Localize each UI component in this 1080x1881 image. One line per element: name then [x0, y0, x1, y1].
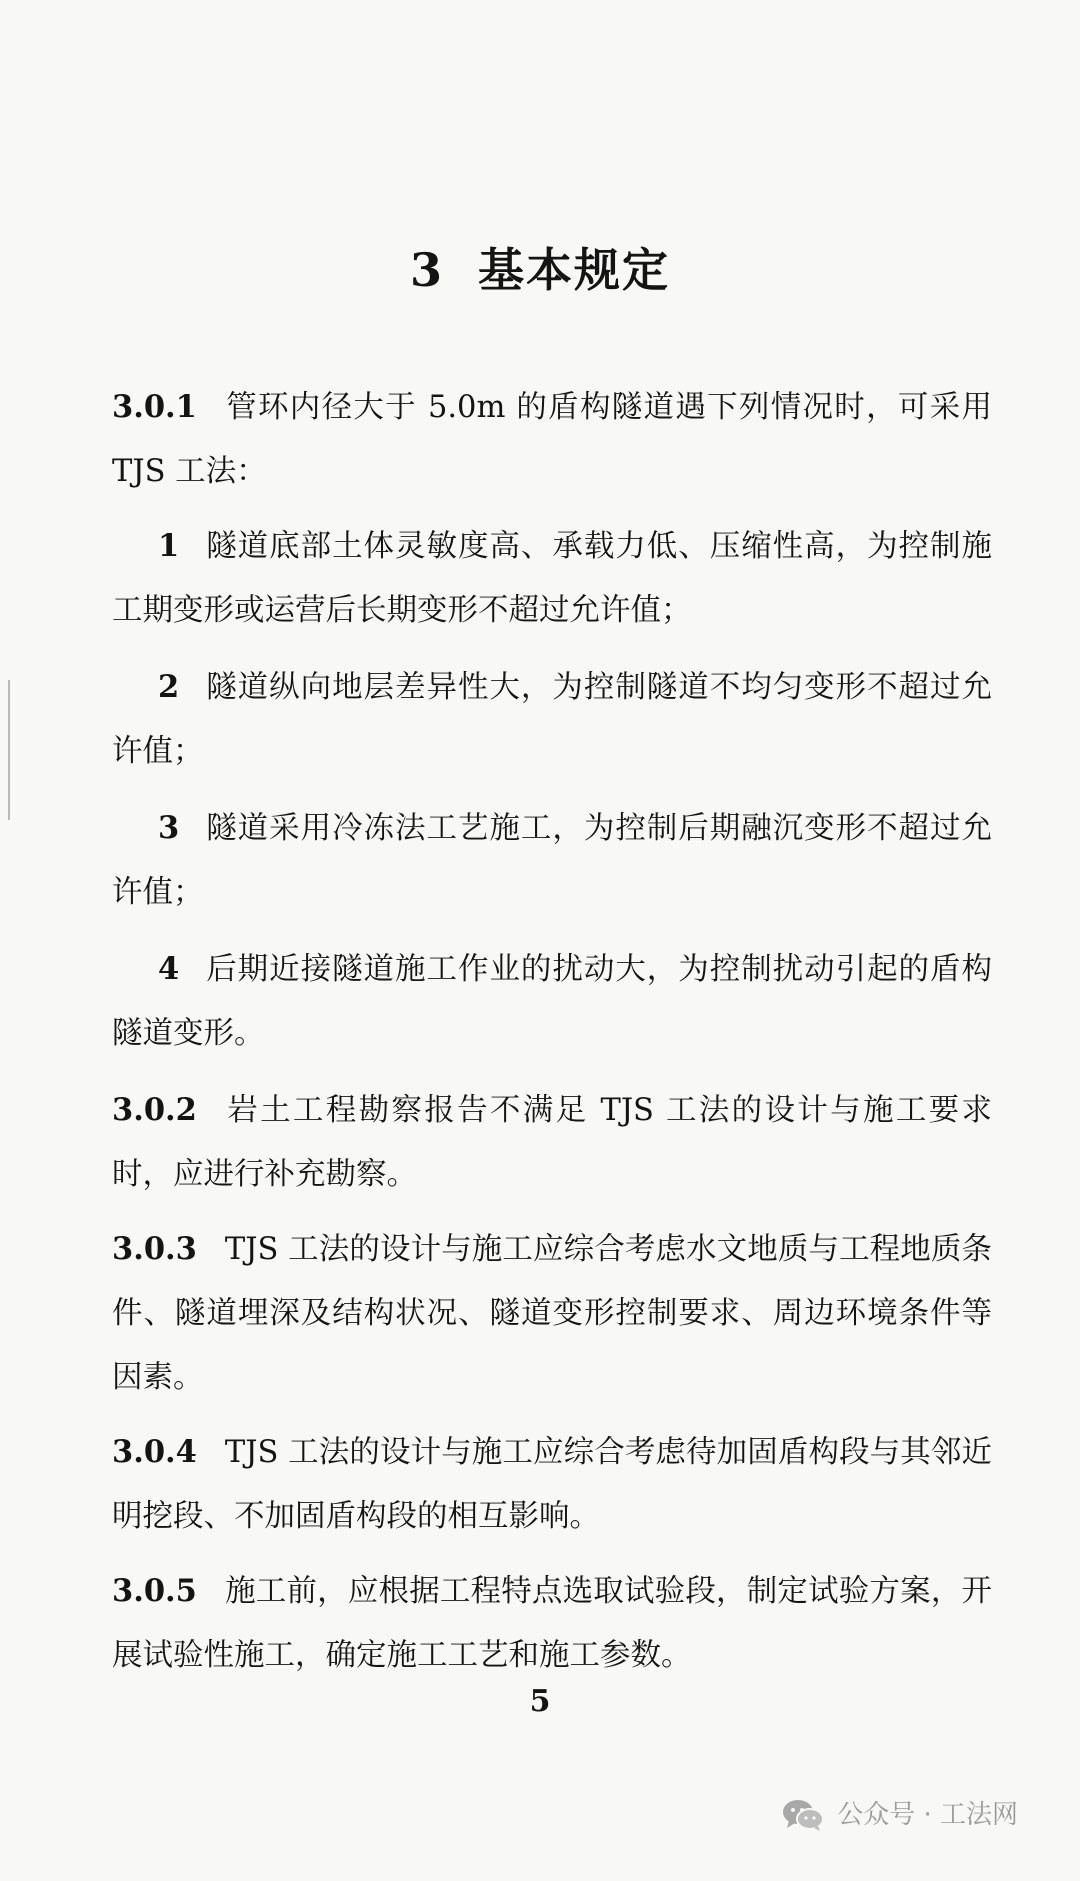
clause-3-0-2 [112, 1078, 992, 1207]
chapter-number: 3 [409, 243, 444, 297]
chapter-title [0, 240, 1080, 300]
clause-text: 岩土工程勘察报告不满足 TJS 工法的设计与施工要求时，应进行补充勘察。 [112, 1093, 992, 1192]
item-text: 隧道采用冷冻法工艺施工，为控制后期融沉变形不超过允许值； [112, 811, 992, 910]
clause-3-0-1-item-3 [112, 796, 992, 925]
clause-text: 施工前，应根据工程特点选取试验段，制定试验方案，开展试验性施工，确定施工工艺和施工参数。 [112, 1574, 992, 1673]
item-number: 4 [158, 951, 180, 987]
clause-3-0-1-item-1 [112, 514, 992, 643]
clause-number: 3.0.3 [112, 1231, 197, 1267]
clause-3-0-1 [112, 375, 992, 504]
watermark [781, 1795, 1018, 1835]
clause-number: 3.0.2 [112, 1092, 197, 1128]
clause-3-0-1-item-2 [112, 655, 992, 784]
item-text: 隧道纵向地层差异性大，为控制隧道不均匀变形不超过允许值； [112, 670, 992, 769]
wechat-icon [781, 1798, 825, 1832]
clause-number: 3.0.1 [112, 389, 197, 425]
chapter-heading: 基本规定 [478, 243, 670, 297]
clause-number: 3.0.5 [112, 1573, 197, 1609]
page-number: 5 [529, 1684, 551, 1719]
item-number: 1 [158, 528, 180, 564]
scan-edge-mark [8, 680, 10, 820]
clause-text: TJS 工法的设计与施工应综合考虑水文地质与工程地质条件、隧道埋深及结构状况、隧道变形控制要求、周边环境条件等因素。 [112, 1232, 992, 1395]
item-text: 后期近接隧道施工作业的扰动大，为控制扰动引起的盾构隧道变形。 [112, 952, 992, 1051]
clause-text: 管环内径大于 5.0m 的盾构隧道遇下列情况时，可采用 TJS 工法： [112, 390, 992, 489]
watermark-text: 公众号 · 工法网 [837, 1800, 1018, 1830]
item-number: 3 [158, 810, 180, 846]
clause-3-0-5 [112, 1559, 992, 1688]
clause-text: TJS 工法的设计与施工应综合考虑待加固盾构段与其邻近明挖段、不加固盾构段的相互影响。 [112, 1435, 992, 1534]
clause-number: 3.0.4 [112, 1434, 197, 1470]
document-body [112, 375, 992, 1698]
item-text: 隧道底部土体灵敏度高、承载力低、压缩性高，为控制施工期变形或运营后长期变形不超过允许值； [112, 529, 992, 628]
clause-3-0-1-item-4 [112, 937, 992, 1066]
clause-3-0-3 [112, 1217, 992, 1410]
item-number: 2 [158, 669, 180, 705]
clause-3-0-4 [112, 1420, 992, 1549]
